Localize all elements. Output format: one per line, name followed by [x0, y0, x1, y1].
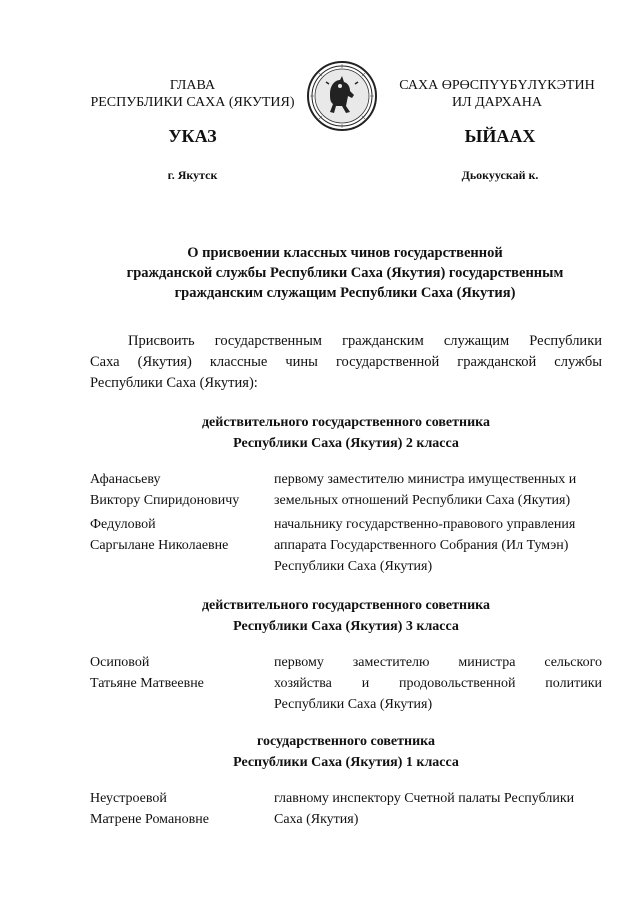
position-line: земельных отношений Республики Саха (Якутия) [274, 493, 571, 508]
position-line: Саха (Якутия) [274, 812, 359, 827]
appointee-position [274, 514, 602, 577]
appointee-given-names: Матрене Романовне [90, 812, 209, 827]
position-line: Республики Саха (Якутия) [274, 559, 433, 574]
appointee-name [90, 652, 270, 694]
city-sah: Дьокуускай к. [461, 168, 539, 182]
appointee-surname: Осиповой [90, 655, 150, 670]
position-line: первому заместителю министра сельского [274, 655, 602, 670]
position-line: аппарата Государственного Собрания (Ил Тумэн) [274, 538, 569, 553]
header-right-line1: САХА ӨРӨСПҮҮБҮЛҮКЭТИН [399, 78, 595, 93]
heading-line2: гражданской службы Республики Саха (Якутия) государственным [126, 265, 564, 281]
appointee-given-names: Виктору Спиридоновичу [90, 493, 240, 508]
section-title [90, 595, 602, 637]
appointee-given-names: Саргылане Николаевне [90, 538, 229, 553]
section-title-line1: государственного советника [256, 734, 436, 749]
section-title [90, 412, 602, 454]
appointee-name [90, 514, 270, 556]
decree-title-sah: ЫЙААХ [464, 126, 536, 146]
appointee-name [90, 788, 270, 830]
position-line: первому заместителю министра имущественных и [274, 472, 577, 487]
position-line: главному инспектору Счетной палаты Республики [274, 791, 575, 806]
intro-line1: Присвоить государственным гражданским служащим Республики [128, 333, 602, 349]
appointee-position [274, 469, 602, 511]
decree-heading [90, 243, 600, 303]
section-title-line1: действительного государственного советника [201, 415, 491, 430]
intro-line3: Республики Саха (Якутия): [90, 375, 258, 391]
intro-line2: Саха (Якутия) классные чины государственной гражданской службы [90, 354, 602, 370]
header-right-line2: ИЛ ДАРХАНА [451, 95, 542, 110]
city-ru: г. Якутск [167, 168, 218, 182]
section-title-line1: действительного государственного советника [201, 598, 491, 613]
intro-paragraph [90, 331, 602, 394]
section-title-line2: Республики Саха (Якутия) 2 класса [233, 436, 459, 451]
header-left [85, 77, 300, 111]
heading-line3: гражданским служащим Республики Саха (Якутия) [174, 285, 516, 301]
appointee-name [90, 469, 270, 511]
decree-title-ru: УКАЗ [168, 126, 217, 146]
appointee-surname: Неустроевой [90, 791, 167, 806]
appointee-given-names: Татьяне Матвеевне [90, 676, 204, 691]
heading-line1: О присвоении классных чинов государственной [187, 245, 503, 261]
header-left-line2: РЕСПУБЛИКИ САХА (ЯКУТИЯ) [90, 95, 295, 110]
header-right [392, 77, 602, 111]
appointee-surname: Афанасьеву [90, 472, 161, 487]
section-title [90, 731, 602, 773]
section-title-line2: Республики Саха (Якутия) 1 класса [233, 755, 459, 770]
appointee-surname: Федуловой [90, 517, 156, 532]
position-line: начальнику государственно-правового управления [274, 517, 576, 532]
appointee-position [274, 652, 602, 715]
position-line: хозяйства и продовольственной политики [274, 676, 602, 691]
section-title-line2: Республики Саха (Якутия) 3 класса [233, 619, 459, 634]
appointee-position [274, 788, 602, 830]
coat-of-arms-emblem [306, 60, 378, 132]
header-left-line1: ГЛАВА [169, 78, 216, 93]
position-line: Республики Саха (Якутия) [274, 697, 433, 712]
